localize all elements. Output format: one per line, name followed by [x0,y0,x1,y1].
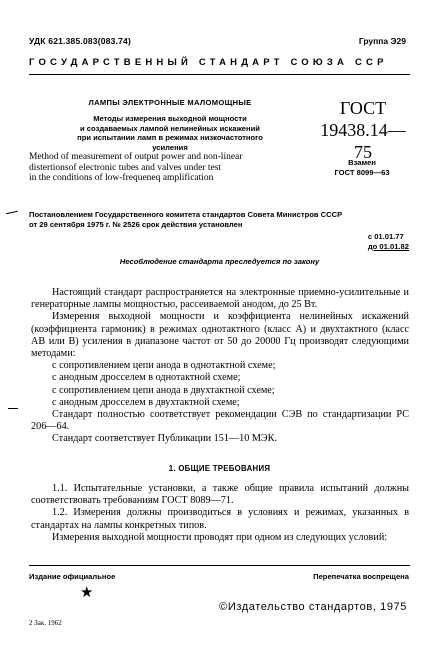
english-line: Method of measurement of output power and non-linear [29,152,243,162]
english-line: distertionsof electronic tubes and valves under test [29,162,222,173]
reprint-notice: Перепечатка воспрещена [313,572,409,581]
validity-dates [368,232,409,252]
product-title: ЛАМПЫ ЭЛЕКТРОННЫЕ МАЛОМОЩНЫЕ [88,98,252,107]
list-item: с сопротивлением цепи анода в двухтактной схеме; [52,384,275,396]
replaces-value: ГОСТ 8099—63 [334,167,390,177]
methods-line: Методы измерения выходной мощности [93,114,247,123]
order-number: 2 Зак. 1962 [29,619,62,627]
replaces-label: Взамен [348,158,376,167]
gost-label: ГОСТ [339,98,387,118]
header-rule [29,74,410,75]
star-icon: ★ [80,585,94,601]
gost-designation [318,97,408,163]
general-requirements [31,483,409,544]
paragraph: Стандарт полностью соответствует рекомендации СЭВ по стандартизации РС 206—64. [31,409,409,433]
official-edition: Издание официальное [29,572,116,581]
paragraph: Стандарт соответствует Публикации 151—10 МЭК. [52,433,277,445]
methods-line: и создаваемых лампой нелинейных искажений [80,123,260,133]
legal-notice: Несоблюдение стандарта преследуется по закону [119,257,320,266]
margin-mark [6,211,18,216]
paragraph: Настоящий стандарт распространяется на электронные приемно-усилительные и генераторные лампы мощностью, рассеиваемой анодом, до 25 Вт. [31,287,409,311]
paragraph: Измерения выходной мощности проводят при одном из следующих условий: [52,531,388,543]
copyright: ©Издательство стандартов, 1975 [219,601,407,613]
udk-code: УДК 621.385.083(083.74) [29,36,131,46]
date-from: с 01.01.77 [367,232,404,241]
paragraph: Измерения выходной мощности и коэффициента нелинейных искажений (коэффициента гармоник) в режимах однотактного (класс А) и двухтактного (класс АВ или В) усиления в диапазоне частот от 50 до 20000 Гц производят следующими методами: [31,311,409,360]
decree-line: от 29 сентября 1975 г. № 2526 срок действия установлен [29,220,243,229]
footer-rule [29,565,410,566]
decree-line: Постановлением Государственного комитета стандартов Совета Министров СССР [29,210,343,219]
methods-title [46,114,294,152]
intro-section [31,287,409,446]
methods-line: усиления [152,142,188,152]
replaces-block [312,158,412,177]
list-item: с сопротивлением цепи анода в однотактной схеме; [52,360,276,372]
standard-banner: ГОСУДАРСТВЕННЫЙ СТАНДАРТ СОЮЗА ССР [29,57,388,68]
decree-text [29,210,412,230]
date-to: до 01.01.82 [367,242,409,251]
methods-line: при испытании ламп в режимах низкочастотного [77,133,263,142]
margin-mark [8,408,18,411]
section-heading: 1. ОБЩИЕ ТРЕБОВАНИЯ [168,464,271,473]
paragraph: 1.1. Испытательные установки, а также общие правила испытаний должны соответствовать требованиям ГОСТ 8089—71. [31,483,409,507]
english-line: in the conditions of low-frequeneq amplification [29,173,214,184]
list-item: с анодным дросселем в двухтактной схеме; [52,396,240,408]
english-title [29,152,299,184]
list-item: с анодным дросселем в однотактной схеме; [52,372,241,384]
paragraph: 1.2. Измерения должны производиться в условиях и режимах, указанных в стандартах на лампы конкретных типов. [31,507,409,531]
gost-number: 19438.14—75 [320,120,406,162]
group-code: Группа Э29 [358,36,406,46]
